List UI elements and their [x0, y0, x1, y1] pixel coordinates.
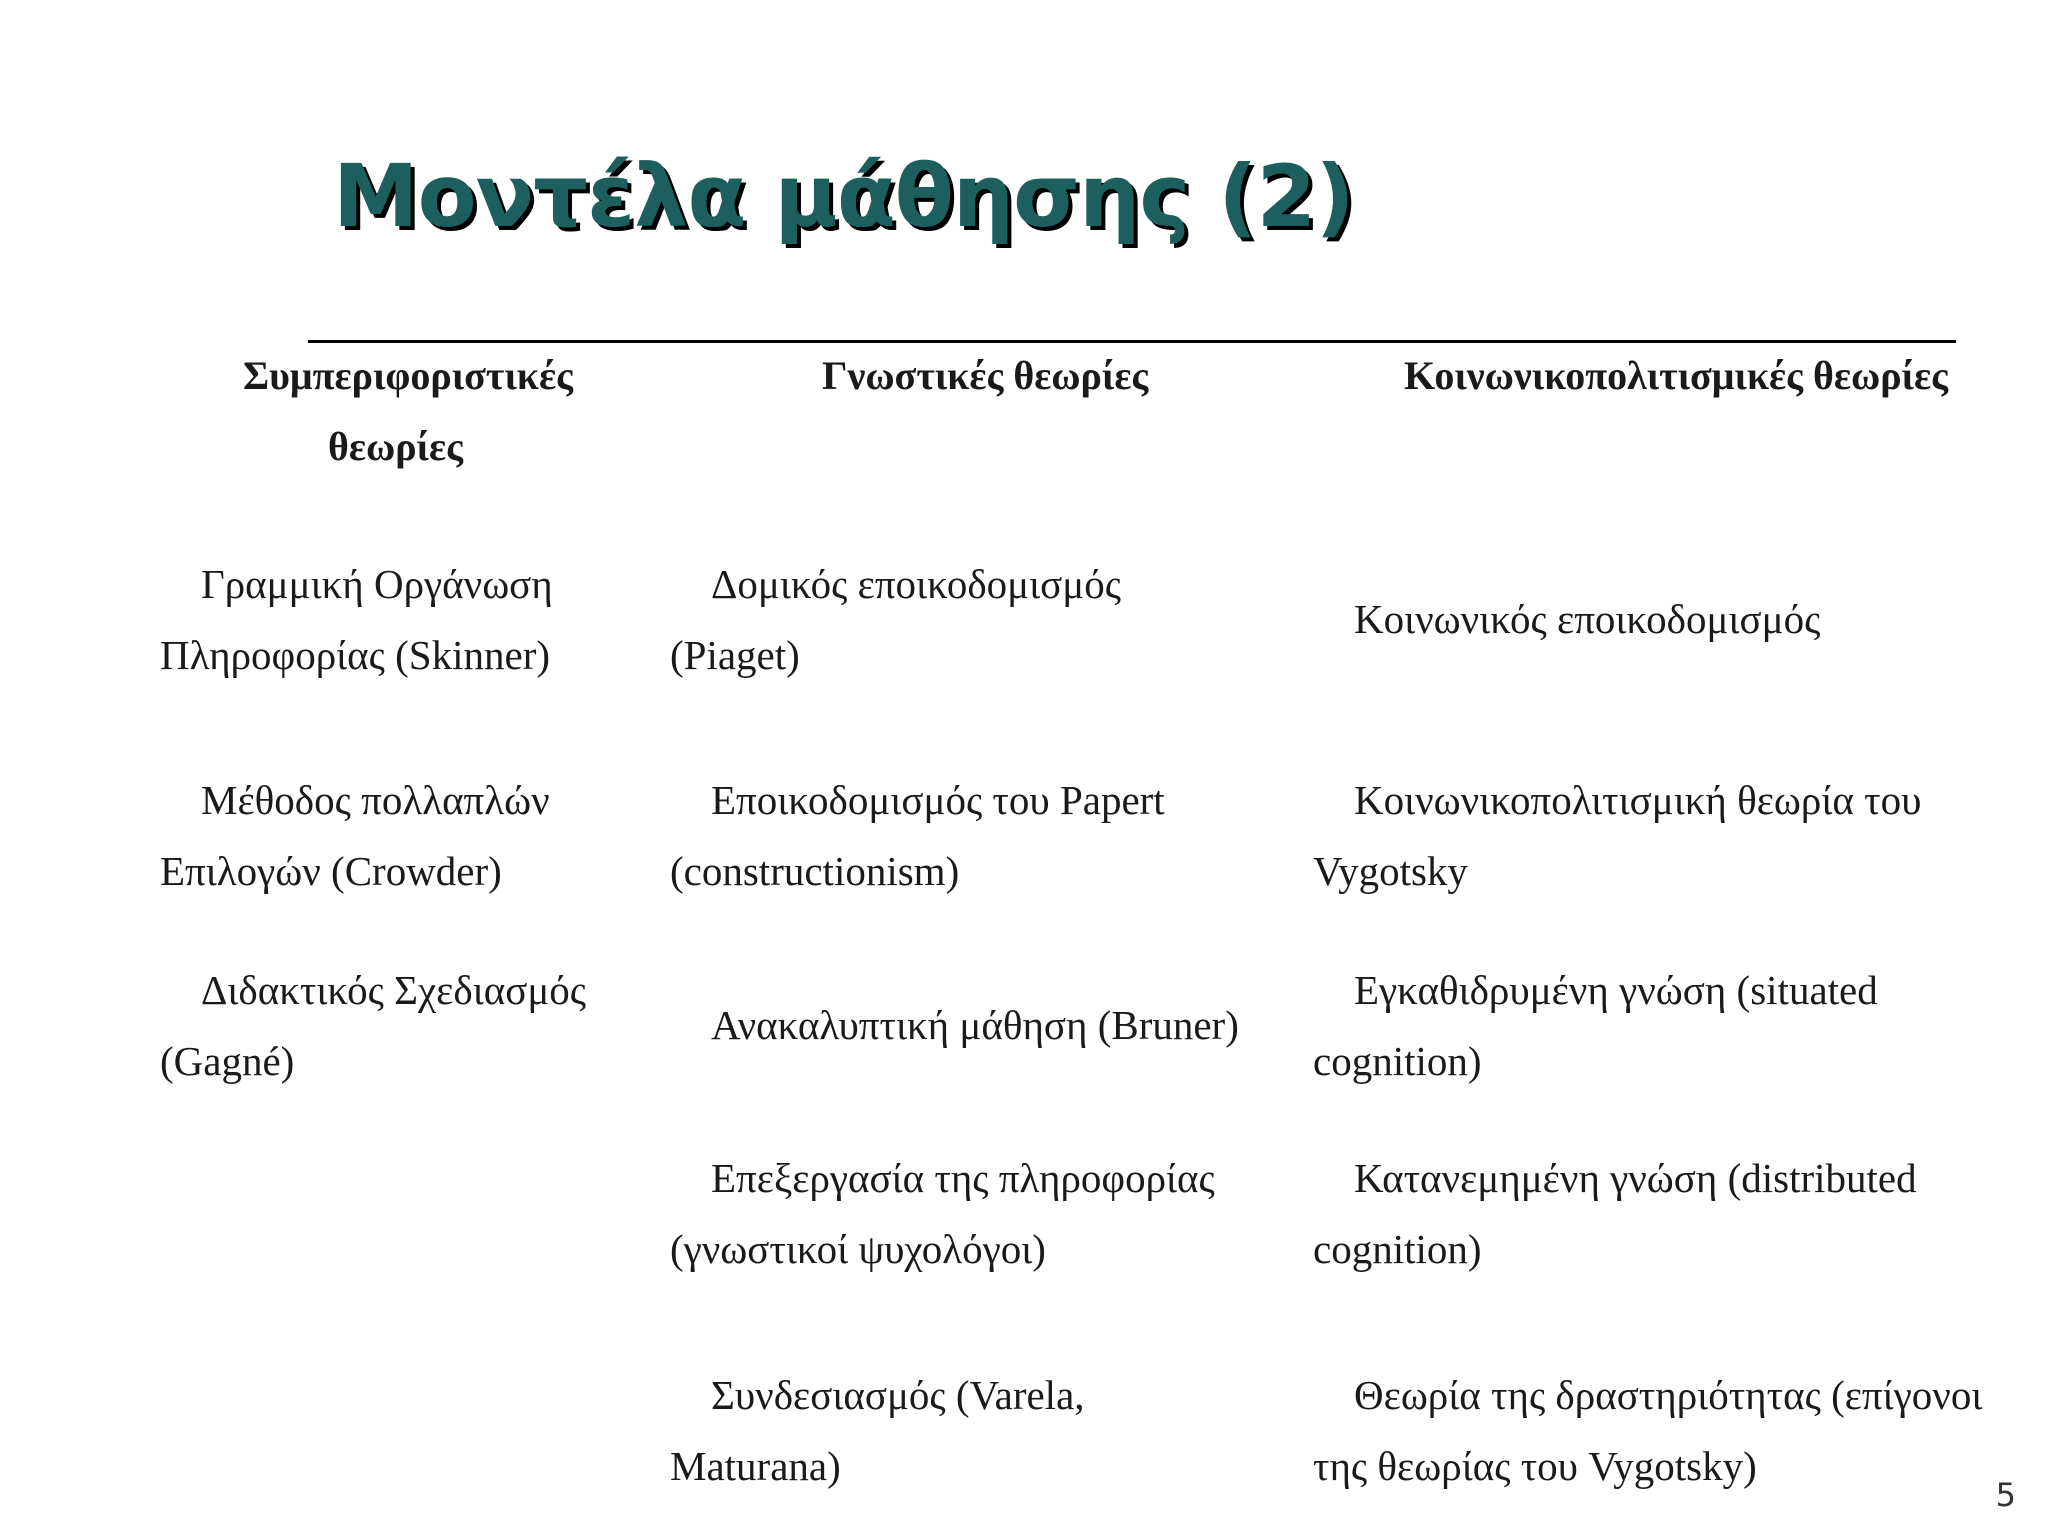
table-cell-line: Διδακτικός Σχεδιασμός: [201, 967, 587, 1013]
table-cell: [670, 549, 1121, 691]
table-cell: [1313, 1143, 1917, 1285]
table-cell-line: (constructionism): [670, 848, 960, 894]
table-cell: [1313, 584, 1820, 655]
table-cell-line: cognition): [1313, 1038, 1482, 1084]
slide-title: Μοντέλα μάθησης (2): [333, 147, 1354, 247]
table-cell-line: Επεξεργασία της πληροφορίας: [711, 1155, 1215, 1201]
table-cell: [160, 955, 586, 1097]
column-header-sociocultural-line1: Κοινωνικοπολιτισμικές θεωρίες: [1404, 353, 1948, 398]
table-cell: [160, 765, 550, 907]
table-cell: [670, 1143, 1215, 1285]
table-cell-line: Εποικοδομισμός του Papert: [711, 777, 1165, 823]
table-cell-line: Δομικός εποικοδομισμός: [711, 561, 1121, 607]
table-cell: [1313, 1360, 1982, 1502]
table-cell-line: Γραμμική Οργάνωση: [201, 561, 553, 607]
column-header-cognitive-line1: Γνωστικές θεωρίες: [822, 353, 1149, 398]
column-header-behaviorist: [243, 340, 573, 482]
table-cell-line: Θεωρία της δραστηριότητας (επίγονοι: [1354, 1372, 1983, 1418]
page-number: 5: [1995, 1476, 2016, 1514]
table-cell-line: Μέθοδος πολλαπλών: [201, 777, 550, 823]
table-cell: [670, 1360, 1085, 1502]
table-cell-line: cognition): [1313, 1226, 1482, 1272]
table-cell: [670, 990, 1239, 1061]
table-cell: [1313, 955, 1878, 1097]
table-cell-line: Εγκαθιδρυμένη γνώση (situated: [1354, 967, 1878, 1013]
table-cell-line: Maturana): [670, 1443, 841, 1489]
table-cell-line: Πληροφορίας (Skinner): [160, 632, 551, 678]
table-cell-line: (Gagné): [160, 1038, 295, 1084]
column-header-behaviorist-line1: Συμπεριφοριστικές: [243, 353, 573, 398]
table-cell-line: Vygotsky: [1313, 848, 1468, 894]
column-header-cognitive: [822, 340, 1148, 411]
table-cell-line: (Piaget): [670, 632, 800, 678]
table-cell-line: Κοινωνικοπολιτισμική θεωρία του: [1354, 777, 1922, 823]
table-cell: [160, 549, 553, 691]
column-header-behaviorist-line2: θεωρίες: [328, 424, 463, 469]
table-cell: [670, 765, 1165, 907]
table-cell-line: Επιλογών (Crowder): [160, 848, 502, 894]
table-cell-line: Ανακαλυπτική μάθηση (Bruner): [711, 1002, 1239, 1048]
column-header-sociocultural: [1404, 340, 1948, 411]
table-cell-line: της θεωρίας του Vygotsky): [1313, 1443, 1757, 1489]
table-cell-line: Συνδεσιασμός (Varela,: [711, 1372, 1085, 1418]
table-cell-line: (γνωστικοί ψυχολόγοι): [670, 1226, 1046, 1272]
table-cell: [1313, 765, 1921, 907]
table-cell-line: Κατανεμημένη γνώση (distributed: [1354, 1155, 1917, 1201]
table-cell-line: Κοινωνικός εποικοδομισμός: [1354, 596, 1821, 642]
